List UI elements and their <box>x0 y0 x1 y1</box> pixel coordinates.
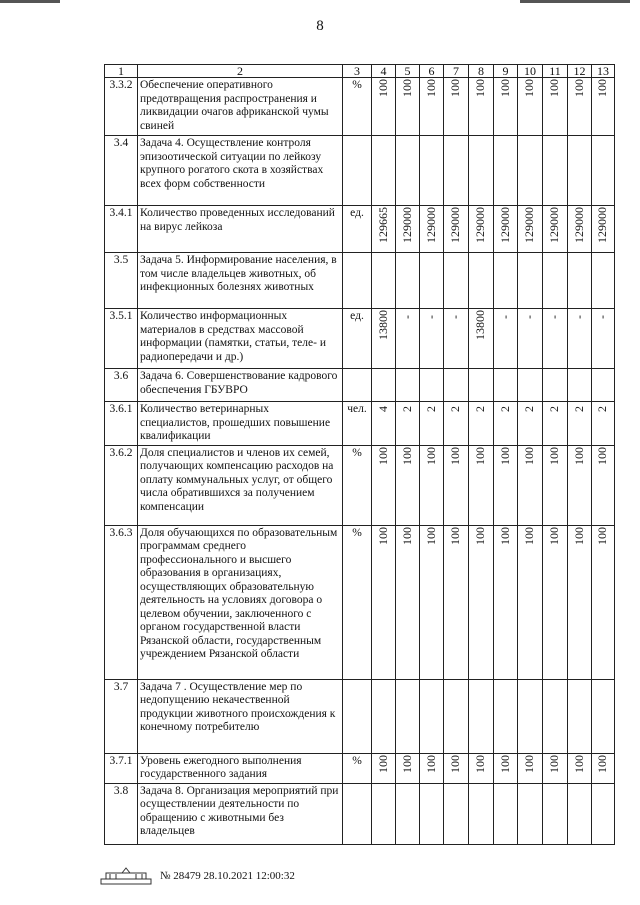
value-cell <box>372 402 396 446</box>
value-cell <box>420 78 444 136</box>
value-cell <box>518 445 543 525</box>
value-text: 100 <box>497 79 512 97</box>
value-cell <box>518 309 543 369</box>
value-text: 100 <box>497 446 512 465</box>
value-cell <box>420 369 444 402</box>
value-text: 100 <box>448 526 463 545</box>
value-cell <box>568 525 592 679</box>
value-cell <box>444 206 469 253</box>
value-cell <box>543 753 568 783</box>
value-cell <box>518 783 543 844</box>
value-cell <box>494 369 518 402</box>
value-cell <box>469 78 494 136</box>
value-cell <box>396 206 420 253</box>
value-text: - <box>399 315 414 319</box>
row-number: 3.7.1 <box>105 753 138 783</box>
indicator-name: Количество проведенных исследований на вирус лейкоза <box>138 206 343 253</box>
value-cell <box>372 753 396 783</box>
value-cell <box>469 445 494 525</box>
indicator-name: Задача 7 . Осуществление мер по недопущению некачественной продукции животного происхождения к конечному потребителю <box>138 679 343 753</box>
value-text: - <box>522 315 537 319</box>
header-cell: 12 <box>568 65 592 78</box>
value-cell <box>420 253 444 309</box>
value-cell <box>469 206 494 253</box>
value-cell <box>518 753 543 783</box>
value-text: 100 <box>547 446 562 465</box>
scan-mark-left <box>0 0 60 3</box>
value-cell <box>592 78 615 136</box>
value-cell <box>494 78 518 136</box>
value-cell <box>372 525 396 679</box>
value-text: - <box>448 315 463 319</box>
value-text: 100 <box>497 754 512 773</box>
value-cell <box>592 369 615 402</box>
value-cell <box>592 136 615 206</box>
indicator-name: Доля специалистов и членов их семей, получающих компенсацию расходов на оплату коммунальных услуг, от общего числа обратившихся за получением компенсации <box>138 445 343 525</box>
table-row <box>105 136 615 206</box>
value-text: 2 <box>423 406 438 412</box>
value-text: 129000 <box>448 207 463 243</box>
unit-cell: % <box>343 525 372 679</box>
table-row <box>105 402 615 446</box>
value-cell <box>518 525 543 679</box>
value-text: - <box>547 315 562 319</box>
row-number: 3.5.1 <box>105 309 138 369</box>
value-cell <box>568 402 592 446</box>
value-cell <box>494 679 518 753</box>
value-cell <box>469 679 494 753</box>
value-text: 100 <box>399 79 414 97</box>
header-cell: 5 <box>396 65 420 78</box>
value-cell <box>444 253 469 309</box>
table-row <box>105 369 615 402</box>
value-cell <box>420 525 444 679</box>
value-cell <box>543 525 568 679</box>
value-cell <box>518 206 543 253</box>
value-text: 100 <box>399 754 414 773</box>
value-text: 100 <box>473 526 488 545</box>
value-cell <box>444 78 469 136</box>
header-cell: 11 <box>543 65 568 78</box>
value-text: 100 <box>571 446 586 465</box>
value-cell <box>543 309 568 369</box>
header-row <box>105 65 615 78</box>
indicator-name: Обеспечение оперативного предотвращения распространения и ликвидации очагов африканской чумы свиней <box>138 78 343 136</box>
table-row <box>105 253 615 309</box>
table-row <box>105 525 615 679</box>
value-text: 100 <box>547 79 562 97</box>
value-cell <box>592 253 615 309</box>
value-text: 100 <box>375 526 390 545</box>
registration-stamp: № 28479 28.10.2021 12:00:32 <box>160 870 295 882</box>
table-row <box>105 309 615 369</box>
value-cell <box>494 309 518 369</box>
value-text: 100 <box>522 446 537 465</box>
indicator-name: Задача 5. Информирование населения, в том числе владельцев животных, об инфекционных болезнях животных <box>138 253 343 309</box>
value-cell <box>469 369 494 402</box>
unit-cell <box>343 369 372 402</box>
row-number: 3.8 <box>105 783 138 844</box>
value-text: 100 <box>595 446 610 465</box>
value-cell <box>396 402 420 446</box>
value-cell <box>543 136 568 206</box>
scan-mark-right <box>520 0 630 3</box>
value-cell <box>592 309 615 369</box>
value-cell <box>396 309 420 369</box>
value-cell <box>568 369 592 402</box>
value-text: 2 <box>547 406 562 412</box>
value-text: 100 <box>375 79 390 97</box>
unit-cell: ед. <box>343 206 372 253</box>
value-text: 2 <box>497 406 512 412</box>
value-cell <box>372 445 396 525</box>
value-text: 100 <box>423 79 438 97</box>
value-cell <box>396 525 420 679</box>
value-cell <box>494 445 518 525</box>
value-text: 13800 <box>375 310 390 340</box>
value-text: 100 <box>423 446 438 465</box>
value-text: 100 <box>399 446 414 465</box>
value-cell <box>543 206 568 253</box>
value-cell <box>396 783 420 844</box>
footer-stamp <box>100 866 295 886</box>
unit-cell <box>343 783 372 844</box>
header-cell: 9 <box>494 65 518 78</box>
value-cell <box>568 445 592 525</box>
value-cell <box>543 445 568 525</box>
page-number: 8 <box>316 18 324 34</box>
value-cell <box>396 369 420 402</box>
row-number: 3.4 <box>105 136 138 206</box>
value-cell <box>444 402 469 446</box>
header-cell: 13 <box>592 65 615 78</box>
value-cell <box>494 783 518 844</box>
row-number: 3.5 <box>105 253 138 309</box>
value-cell <box>372 206 396 253</box>
value-text: 100 <box>473 754 488 773</box>
value-cell <box>592 783 615 844</box>
table-row <box>105 753 615 783</box>
value-text: 2 <box>571 406 586 412</box>
value-cell <box>543 78 568 136</box>
unit-cell: ед. <box>343 309 372 369</box>
value-text: 100 <box>522 79 537 97</box>
value-text: 100 <box>547 754 562 773</box>
value-cell <box>420 753 444 783</box>
value-cell <box>420 679 444 753</box>
value-cell <box>444 753 469 783</box>
unit-cell <box>343 679 372 753</box>
value-text: 129000 <box>547 207 562 243</box>
value-text: 129000 <box>473 207 488 243</box>
value-text: - <box>497 315 512 319</box>
row-number: 3.4.1 <box>105 206 138 253</box>
value-cell <box>372 78 396 136</box>
value-cell <box>543 783 568 844</box>
header-cell: 7 <box>444 65 469 78</box>
indicator-name: Задача 6. Совершенствование кадрового обеспечения ГБУВРО <box>138 369 343 402</box>
value-cell <box>372 679 396 753</box>
value-cell <box>568 253 592 309</box>
value-text: 129000 <box>522 207 537 243</box>
table-row <box>105 78 615 136</box>
value-text: 100 <box>571 526 586 545</box>
value-cell <box>494 753 518 783</box>
value-text: 100 <box>522 754 537 773</box>
unit-cell <box>343 136 372 206</box>
value-text: 2 <box>473 406 488 412</box>
table-row <box>105 445 615 525</box>
row-number: 3.3.2 <box>105 78 138 136</box>
value-cell <box>372 253 396 309</box>
value-cell <box>494 525 518 679</box>
indicator-name: Количество информационных материалов в средствах массовой информации (памятки, статьи, теле- и радиопередачи и др.) <box>138 309 343 369</box>
value-cell <box>469 253 494 309</box>
value-cell <box>543 679 568 753</box>
value-text: 100 <box>473 446 488 465</box>
value-text: 100 <box>375 754 390 773</box>
value-cell <box>469 309 494 369</box>
value-text: 2 <box>595 406 610 412</box>
value-cell <box>592 679 615 753</box>
unit-cell <box>343 253 372 309</box>
value-cell <box>568 679 592 753</box>
value-text: 100 <box>375 446 390 465</box>
value-cell <box>396 253 420 309</box>
value-cell <box>494 253 518 309</box>
value-text: 100 <box>547 526 562 545</box>
header-cell: 1 <box>105 65 138 78</box>
value-text: 100 <box>399 526 414 545</box>
value-cell <box>518 402 543 446</box>
indicator-name: Задача 4. Осуществление контроля эпизоотической ситуации по лейкозу крупного рогатого скота в хозяйствах всех форм собственности <box>138 136 343 206</box>
row-number: 3.6.3 <box>105 525 138 679</box>
value-cell <box>543 402 568 446</box>
value-cell <box>568 753 592 783</box>
value-text: 100 <box>448 79 463 97</box>
value-cell <box>543 369 568 402</box>
value-text: 129665 <box>375 207 390 243</box>
value-cell <box>592 402 615 446</box>
header-cell: 2 <box>138 65 343 78</box>
value-cell <box>372 136 396 206</box>
value-cell <box>469 783 494 844</box>
unit-cell: % <box>343 445 372 525</box>
indicator-name: Уровень ежегодного выполнения государственного задания <box>138 753 343 783</box>
value-cell <box>568 136 592 206</box>
table-row <box>105 783 615 844</box>
value-text: 100 <box>423 526 438 545</box>
value-cell <box>592 206 615 253</box>
table-row <box>105 206 615 253</box>
value-cell <box>444 679 469 753</box>
value-cell <box>494 136 518 206</box>
value-cell <box>444 783 469 844</box>
value-text: 100 <box>571 79 586 97</box>
value-cell <box>396 445 420 525</box>
value-cell <box>518 369 543 402</box>
value-cell <box>494 206 518 253</box>
value-cell <box>396 136 420 206</box>
value-text: 129000 <box>571 207 586 243</box>
value-cell <box>568 78 592 136</box>
value-cell <box>444 445 469 525</box>
value-text: 100 <box>595 754 610 773</box>
value-cell <box>469 136 494 206</box>
value-cell <box>592 525 615 679</box>
value-text: - <box>571 315 586 319</box>
unit-cell: % <box>343 78 372 136</box>
row-number: 3.6.1 <box>105 402 138 446</box>
row-number: 3.6 <box>105 369 138 402</box>
value-cell <box>568 783 592 844</box>
unit-cell: чел. <box>343 402 372 446</box>
indicator-name: Задача 8. Организация мероприятий при осуществлении деятельности по обращению с животными без владельцев <box>138 783 343 844</box>
value-text: 100 <box>448 754 463 773</box>
header-cell: 10 <box>518 65 543 78</box>
value-cell <box>444 525 469 679</box>
value-cell <box>420 402 444 446</box>
value-cell <box>543 253 568 309</box>
value-cell <box>396 679 420 753</box>
value-text: 13800 <box>473 310 488 340</box>
value-text: 100 <box>497 526 512 545</box>
value-cell <box>518 253 543 309</box>
value-text: - <box>423 315 438 319</box>
value-text: 100 <box>522 526 537 545</box>
value-cell <box>396 753 420 783</box>
header-cell: 3 <box>343 65 372 78</box>
indicator-name: Доля обучающихся по образовательным программам среднего профессионального и высшего образования в организациях, осуществляющих образовательную деятельность на условиях договора о целевом обучении, заключенного с органом государственной власти Рязанской области, государственным учреждением Рязанской области <box>138 525 343 679</box>
value-cell <box>372 783 396 844</box>
value-cell <box>444 369 469 402</box>
value-text: 2 <box>448 406 463 412</box>
value-cell <box>372 309 396 369</box>
value-cell <box>420 783 444 844</box>
value-text: 4 <box>375 406 390 412</box>
indicator-name: Количество ветеринарных специалистов, прошедших повышение квалификации <box>138 402 343 446</box>
value-cell <box>568 206 592 253</box>
value-cell <box>420 445 444 525</box>
value-text: 100 <box>448 446 463 465</box>
value-cell <box>592 445 615 525</box>
row-number: 3.7 <box>105 679 138 753</box>
value-cell <box>420 309 444 369</box>
header-cell: 4 <box>372 65 396 78</box>
value-cell <box>420 206 444 253</box>
value-cell <box>444 136 469 206</box>
value-cell <box>469 525 494 679</box>
government-building-emblem-icon <box>100 867 152 885</box>
value-text: 2 <box>522 406 537 412</box>
value-text: - <box>595 315 610 319</box>
value-text: 100 <box>473 79 488 97</box>
value-text: 129000 <box>399 207 414 243</box>
value-text: 100 <box>571 754 586 773</box>
value-text: 129000 <box>595 207 610 243</box>
value-cell <box>518 78 543 136</box>
value-text: 2 <box>399 406 414 412</box>
table-row <box>105 679 615 753</box>
value-cell <box>518 136 543 206</box>
value-text: 100 <box>595 79 610 97</box>
value-text: 100 <box>423 754 438 773</box>
header-cell: 6 <box>420 65 444 78</box>
value-cell <box>396 78 420 136</box>
value-cell <box>469 402 494 446</box>
value-cell <box>444 309 469 369</box>
value-cell <box>372 369 396 402</box>
value-cell <box>494 402 518 446</box>
indicator-table <box>104 64 615 845</box>
row-number: 3.6.2 <box>105 445 138 525</box>
value-text: 129000 <box>497 207 512 243</box>
value-text: 100 <box>595 526 610 545</box>
value-cell <box>469 753 494 783</box>
value-cell <box>592 753 615 783</box>
value-cell <box>568 309 592 369</box>
value-text: 129000 <box>423 207 438 243</box>
unit-cell: % <box>343 753 372 783</box>
value-cell <box>518 679 543 753</box>
value-cell <box>420 136 444 206</box>
header-cell: 8 <box>469 65 494 78</box>
